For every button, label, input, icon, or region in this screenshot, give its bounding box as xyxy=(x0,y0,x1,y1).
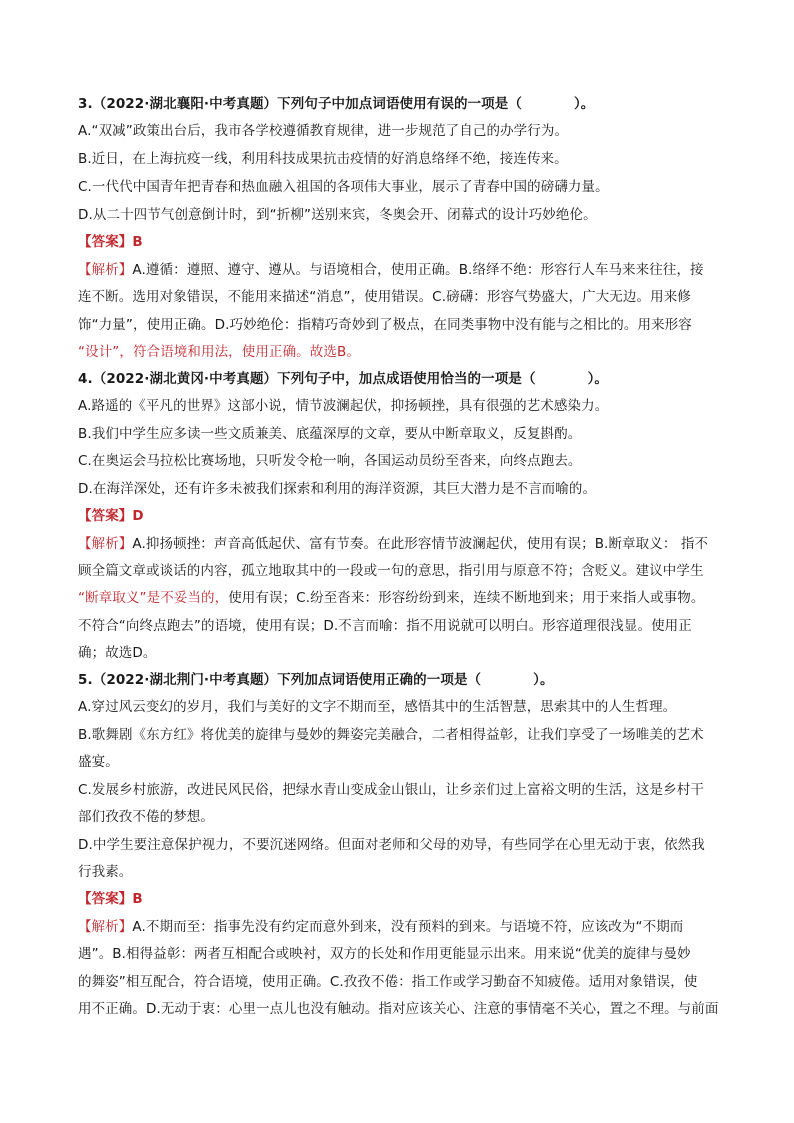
analysis-text: 用不正确。D.无动于衷：心里一点儿也没有触动。指对应该关心、注意的事情毫不关心，置之不理。与前面 xyxy=(78,1001,719,1017)
question-stem-end: ）。 xyxy=(573,96,595,112)
question-3-answer: 【答案】B xyxy=(78,234,143,250)
question-3-stem xyxy=(78,94,594,114)
analysis-text: 不符合“向终点跑去”的语境，使用有误；D.不言而喻：指不用说就可以明白。形容道理很浅显。使用正 xyxy=(78,618,692,634)
question-stem-text: 4.（2022·湖北黄冈·中考真题）下列句子中，加点成语使用恰当的一项是（ xyxy=(78,371,536,387)
analysis-text: 使用有误；C.纷至沓来：形容纷纷到来，连续不断地到来；用于来指人或事物。 xyxy=(228,590,705,606)
question-4-answer: 【答案】D xyxy=(78,508,144,524)
analysis-text: 确；故选D。 xyxy=(78,645,157,661)
question-3-option-d: D.从二十四节气创意倒计时，到“折柳”送别来宾，冬奥会开、闭幕式的设计巧妙绝伦。 xyxy=(78,207,597,223)
question-5-option-line: 部们孜孜不倦的梦想。 xyxy=(78,809,214,825)
question-4-option-b: B.我们中学生应多读一些文质兼美、底蕴深厚的文章，要从中断章取义，反复斟酌。 xyxy=(78,426,582,442)
question-3-option-b: B.近日，在上海抗疫一线，利用科技成果抗击疫情的好消息络绎不绝，接连传来。 xyxy=(78,151,568,167)
analysis-text: 饰“力量”，使用正确。D.巧妙绝伦：指精巧奇妙到了极点，在同类事物中没有能与之相比的。用来形容 xyxy=(78,317,692,333)
question-5-option-line: C.发展乡村旅游，改进民风民俗，把绿水青山变成金山银山，让乡亲们过上富裕文明的生活，这是乡村干 xyxy=(78,782,704,798)
question-3-analysis-line xyxy=(78,342,360,362)
question-5-analysis-line xyxy=(78,999,719,1019)
question-5-analysis-line xyxy=(78,944,691,964)
question-5-stem xyxy=(78,670,554,690)
question-4-analysis-line xyxy=(78,643,157,663)
analysis-text: A.不期而至：指事先没有约定而意外到来，没有预料的到来。与语境不符，应该改为“不期而 xyxy=(132,919,684,935)
question-4-analysis-line xyxy=(78,588,705,608)
question-5-option-line: 行我素。 xyxy=(78,864,133,880)
question-stem-text: 3.（2022·湖北襄阳·中考真题）下列句子中加点词语使用有误的一项是（ xyxy=(78,96,522,112)
analysis-text: 遇”。B.相得益彰：两者互相配合或映衬，双方的长处和作用更能显示出来。用来说“优美的旋律与曼妙 xyxy=(78,946,691,962)
analysis-label: 【解析】 xyxy=(78,919,133,935)
question-stem-end: ）。 xyxy=(587,371,609,387)
analysis-text: 连不断。选用对象错误，不能用来描述“消息”，使用错误。C.磅礴：形容气势盛大，广大无边。用来修 xyxy=(78,289,691,305)
analysis-text: A.抑扬顿挫：声音高低起伏、富有节奏。在此形容情节波澜起伏，使用有误；B.断章取义： 指不 xyxy=(132,536,709,552)
question-5-analysis-line xyxy=(78,917,683,937)
analysis-text: 的舞姿”相互配合，符合语境，使用正确。C.孜孜不倦：指工作或学习勤奋不知疲倦。适用对象错误，使 xyxy=(78,974,698,990)
analysis-text-red: “断章取义”是不妥当的， xyxy=(78,590,229,606)
question-stem-end: ）。 xyxy=(533,672,554,688)
question-4-analysis-line xyxy=(78,561,704,581)
question-4-stem xyxy=(78,369,608,389)
question-3-option-a: A.“双减”政策出台后，我市各学校遵循教育规律，进一步规范了自己的办学行为。 xyxy=(78,123,569,139)
analysis-label: 【解析】 xyxy=(78,262,133,278)
question-4-analysis-line xyxy=(78,616,692,636)
question-5-option-line: D.中学生要注意保护视力，不要沉迷网络。但面对老师和父母的劝导，有些同学在心里无动于衷，依然我 xyxy=(78,837,705,853)
question-5-analysis-line xyxy=(78,972,697,992)
question-4-option-d: D.在海洋深处，还有许多未被我们探索和利用的海洋资源，其巨大潜力是不言而喻的。 xyxy=(78,481,597,497)
question-5-answer: 【答案】B xyxy=(78,891,143,907)
question-4-analysis-line xyxy=(78,534,708,554)
question-3-analysis-line xyxy=(78,260,704,280)
analysis-text-red: “设计”，符合语境和用法，使用正确。故选B。 xyxy=(78,344,360,360)
question-3-option-c: C.一代代中国青年把青春和热血融入祖国的各项伟大事业，展示了青春中国的磅礴力量。 xyxy=(78,179,609,195)
question-4-option-c: C.在奥运会马拉松比赛场地，只听发令枪一响，各国运动员纷至沓来，向终点跑去。 xyxy=(78,453,582,469)
question-5-option-line: A.穿过风云变幻的岁月，我们与美好的文字不期而至，感悟其中的生活智慧，思索其中的人生哲理。 xyxy=(78,699,677,715)
analysis-text: 顾全篇文章或谈话的内容，孤立地取其中的一段或一句的意思，指引用与原意不符；含贬义。建议中学生 xyxy=(78,563,704,579)
question-5-option-line: 盛宴。 xyxy=(78,754,119,770)
question-5-option-line: B.歌舞剧《东方红》将优美的旋律与曼妙的舞姿完美融合，二者相得益彰，让我们享受了一场唯美的艺术 xyxy=(78,727,704,743)
question-stem-text: 5.（2022·湖北荆门·中考真题）下列加点词语使用正确的一项是（ xyxy=(78,672,482,688)
question-3-analysis-line xyxy=(78,315,692,335)
question-4-option-a: A.路遥的《平凡的世界》这部小说，情节波澜起伏，抑扬顿挫，具有很强的艺术感染力。 xyxy=(78,398,609,414)
analysis-text: A.遵循：遵照、遵守、遵从。与语境相合，使用正确。B.络绎不绝：形容行人车马来来往往，接 xyxy=(132,262,704,278)
question-3-analysis-line xyxy=(78,287,691,307)
analysis-label: 【解析】 xyxy=(78,536,133,552)
